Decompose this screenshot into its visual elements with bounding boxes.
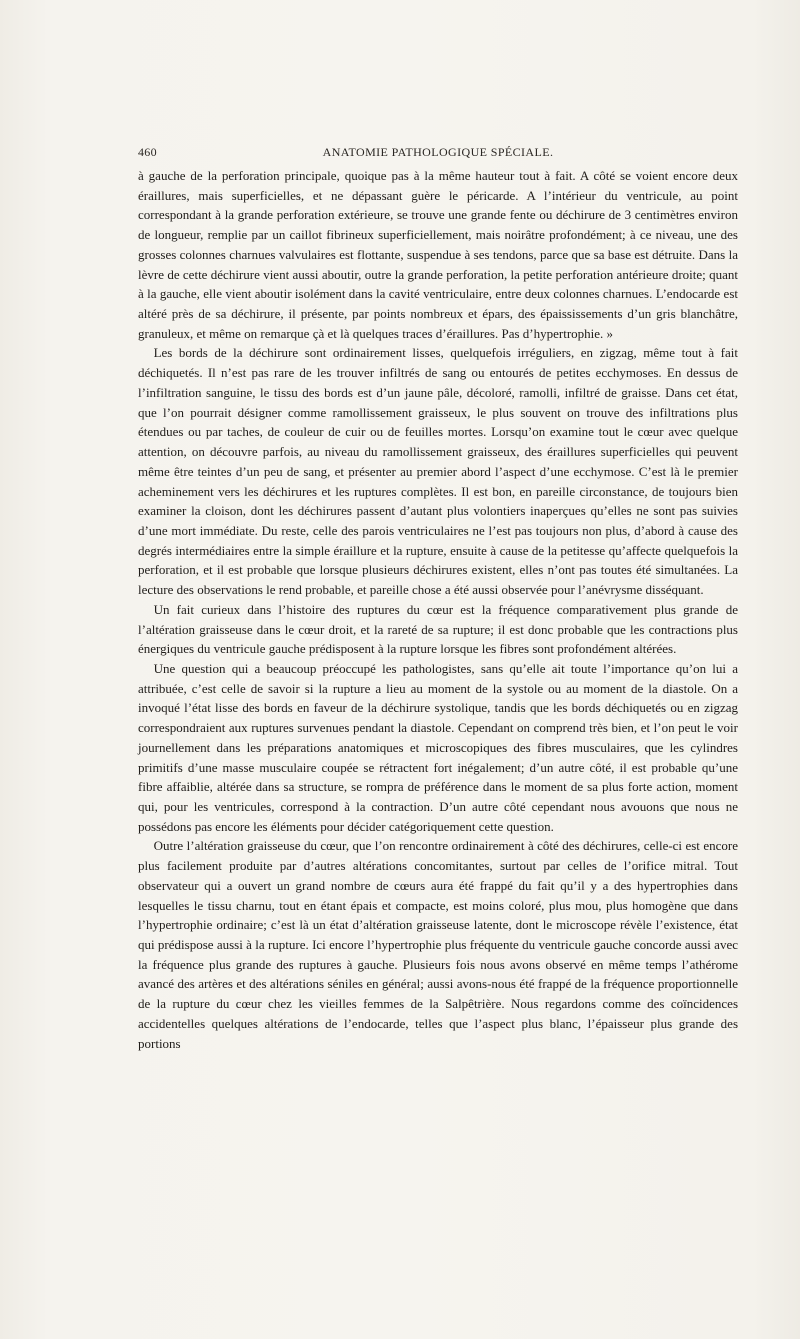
page-header bbox=[138, 145, 738, 163]
running-title: ANATOMIE PATHOLOGIQUE SPÉCIALE. bbox=[322, 145, 554, 159]
page-number: 460 bbox=[138, 145, 157, 159]
paragraph-systole-question: Une question qui a beaucoup préoccupé les pathologistes, sans qu’elle ait toute l’importance qu’on lui a attribuée, c’est celle de savoir si la rupture a lieu au moment de la systole ou au moment de la diastole. On a invoqué l’état lisse des bords en faveur de la déchirure systolique, tandis que les bords déchiquetés ou en zigzag correspondraient aux ruptures survenues pendant la diastole. Cependant on comprend très bien, et l’on peut le voir journellement dans les préparations anatomiques et microscopiques des fibres musculaires, que les cylindres primitifs d’une masse musculaire coupée se rétractent fort inégalement; d’un autre côté, il est probable qu’une fibre affaiblie, altérée dans sa structure, se rompra de préférence dans le moment de sa plus forte action, moment qui, pour les ventricules, correspond à la contraction. D’un autre côté cependant nous avouons que nous ne possédons pas encore les éléments pour décider catégoriquement cette question. bbox=[138, 660, 738, 834]
paragraph-curious-fact: Un fait curieux dans l’histoire des ruptures du cœur est la fréquence comparativement plus grande de l’altération graisseuse dans le cœur droit, et la rareté de sa rupture; il est donc probable que les contractions plus énergiques du ventricule gauche prédisposent à la rupture lorsque les fibres sont profondément altérées. bbox=[138, 601, 738, 657]
paragraph-continuation: à gauche de la perforation principale, quoique pas à la même hauteur tout à fait. A côté se voient encore deux éraillures, mais superficielles, et ne dépassant guère le péricarde. A l’intérieur du ventricule, au point correspondant à la grande perforation extérieure, se trouve une grande fente ou déchirure de 3 centimètres environ de longueur, remplie par un caillot fibrineux superficiellement, mais noirâtre profondément; à ce niveau, une des grosses colonnes charnues valvulaires est flottante, suspendue à ses tendons, parce que sa base est détruite. Dans la lèvre de cette déchirure vient aussi aboutir, outre la grande perforation, la petite perforation antérieure droite; quant à la gauche, elle vient aboutir isolément dans la cavité ventriculaire, entre deux colonnes charnues. L’endocarde est altéré près de sa déchirure, il présente, par points nombreux et épars, des épaississements d’un gris blanchâtre, granuleux, et même on remarque çà et là quelques traces d’éraillures. Pas d’hypertrophie. » bbox=[138, 168, 738, 341]
paragraph-tear-edges: Les bords de la déchirure sont ordinairement lisses, quelquefois irréguliers, en zigzag, même tout à fait déchiquetés. Il n’est pas rare de les trouver infiltrés de sang ou entourés de petites ecchymoses. En dessus de l’infiltration sanguine, le tissu des bords est d’un jaune pâle, décoloré, ramolli, infiltré de graisse. Dans cet état, que l’on pourrait désigner comme ramollissement graisseux, le plus souvent on trouve des infiltrations plus étendues ou par taches, de couleur de cuir ou de feuilles mortes. Lorsqu’on examine tout le cœur avec quelque attention, on découvre parfois, au niveau du ramollissement graisseux, des éraillures superficielles qui peuvent même être teintes d’un peu de sang, et présenter au premier abord l’aspect d’une ecchymose. C’est là le premier acheminement vers les déchirures et les ruptures complètes. Il est bon, en pareille circonstance, de toujours bien examiner la cloison, dont les déchirures passent d’autant plus volontiers inaperçues qu’elles ne sont pas suivies d’une mort immédiate. Du reste, celle des parois ventriculaires ne l’est pas toujours non plus, d’abord à cause des degrés intermédiaires entre la simple éraillure et la rupture, ensuite à cause de la petitesse qu’affecte quelquefois la perforation, et il est probable que lorsque plusieurs déchirures existent, elles n’ont pas toutes été simultanées. La lecture des observations le rend probable, et pareille chose a été aussi observée pour l’anévrysme disséquant. bbox=[138, 345, 738, 598]
paragraph-fatty-alteration: Outre l’altération graisseuse du cœur, que l’on rencontre ordinairement à côté des déchirures, celle-ci est encore plus facilement produite par d’autres altérations concomitantes, surtout par celles de l’orifice mitral. Tout observateur qui a ouvert un grand nombre de cœurs aura été frappé du fait qu’il y a des hypertrophies dans lesquelles le tissu charnu, tout en étant épais et compacte, est moins coloré, plus mou, plus homogène que dans l’hypertrophie ordinaire; c’est là un état d’altération graisseuse latente, dont le microscope révèle l’existence, état qui prédispose aussi à la rupture. Ici encore l’hypertrophie plus fréquente du ventricule gauche concorde aussi avec la fréquence plus grande des ruptures à gauche. Plusieurs fois nous avons observé en même temps l’athérome avancé des artères et des altérations séniles en général; aussi avons-nous été frappé de la fréquence proportionnelle de la rupture du cœur chez les vieilles femmes de la Salpêtrière. Nous regardons comme des coïncidences accidentelles quelques altérations de l’endocarde, telles que l’aspect plus blanc, l’épaisseur plus grande des portions bbox=[138, 838, 738, 1051]
body-text bbox=[138, 166, 738, 1053]
